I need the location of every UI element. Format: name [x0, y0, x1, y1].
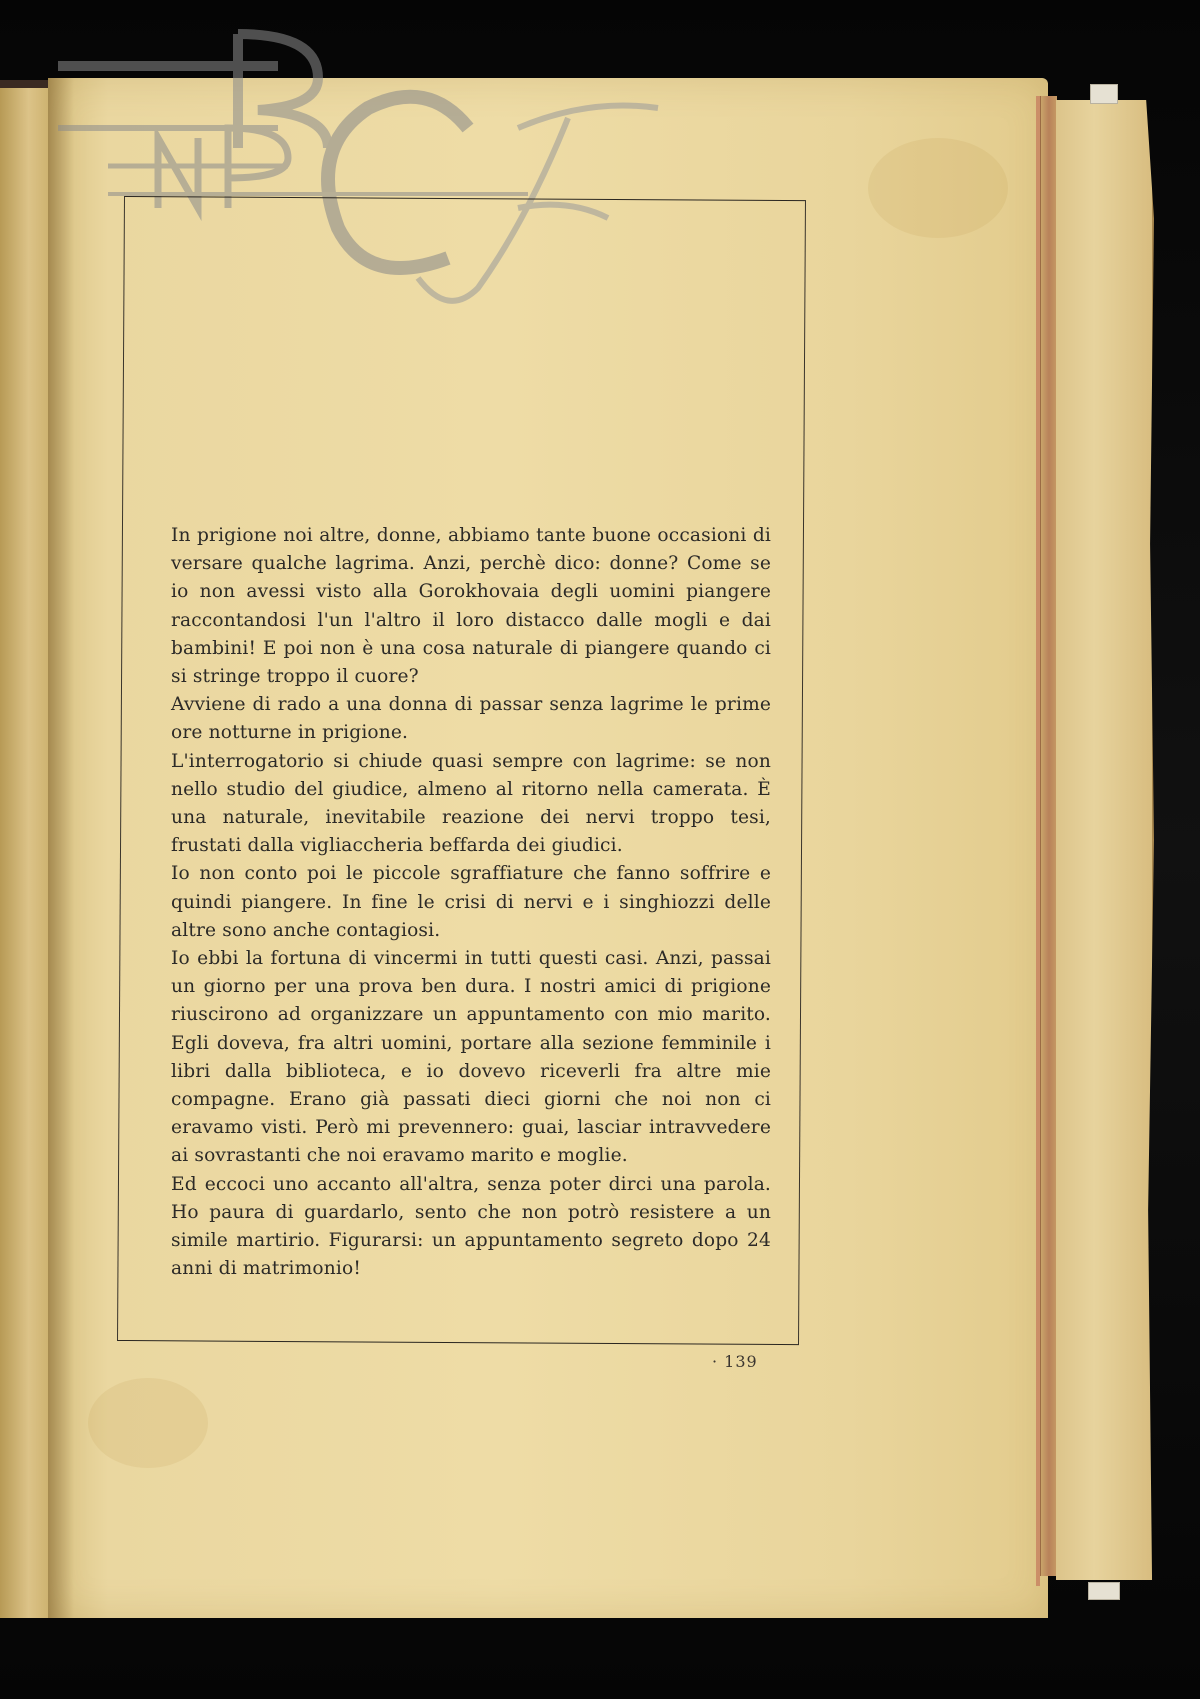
paragraph: In prigione noi altre, donne, abbiamo tante buone occasioni di versare qualche lagrima. Anzi, perchè dico: donne? Come se io non avessi visto alla Gorokhovaia degli uomini piangere raccontandosi l'un l'altro il loro distacco dalle mogli e dai bambini! E poi non è una cosa naturale di piangere quando ci si stringe troppo il cuore?: [171, 525, 771, 688]
paragraph: Io non conto poi le piccole sgraffiature che fanno soffrire e quindi piangere. In fine le crisi di nervi e i singhiozzi delle altre sono anche contagiosi.: [171, 863, 771, 941]
top-tab: [1090, 84, 1118, 104]
binding-strip: [1040, 96, 1057, 1576]
left-page-edge: [0, 88, 54, 1618]
page-number: · 139: [712, 1352, 758, 1371]
paragraph: Io ebbi la fortuna di vincermi in tutti questi casi. Anzi, passai un giorno per una prova ben dura. I nostri amici di prigione riuscirono ad organizzare un appuntamento con mio marito. Egli doveva, fra altri uomini, portare alla sezione femminile i libri dalla biblioteca, e io dovevo riceverli fra altre mie compagne. Erano già passati dieci giorni che noi non ci eravamo visti. Però mi prevennero: guai, lasciar intravvedere ai sovrastanti che noi eravamo marito e moglie.: [171, 948, 771, 1167]
page-body-text: [171, 522, 771, 1283]
paragraph: L'interrogatorio si chiude quasi sempre con lagrime: se non nello studio del giudice, almeno al ritorno nella camerata. È una naturale, inevitabile reazione dei nervi troppo tesi, frustati dalla vigliaccheria beffarda dei giudici.: [171, 750, 771, 857]
gutter-shadow: [48, 78, 74, 1618]
paragraph: Ed eccoci uno accanto all'altra, senza poter dirci una parola. Ho paura di guardarlo, sento che non potrò resistere a un simile martirio. Figurarsi: un appuntamento segreto dopo 24 anni di matrimonio!: [171, 1173, 771, 1280]
right-page-flap: [1056, 100, 1154, 1580]
bottom-tab: [1088, 1582, 1120, 1600]
paragraph: Avviene di rado a una donna di passar senza lagrime le prime ore notturne in prigione.: [171, 694, 771, 744]
